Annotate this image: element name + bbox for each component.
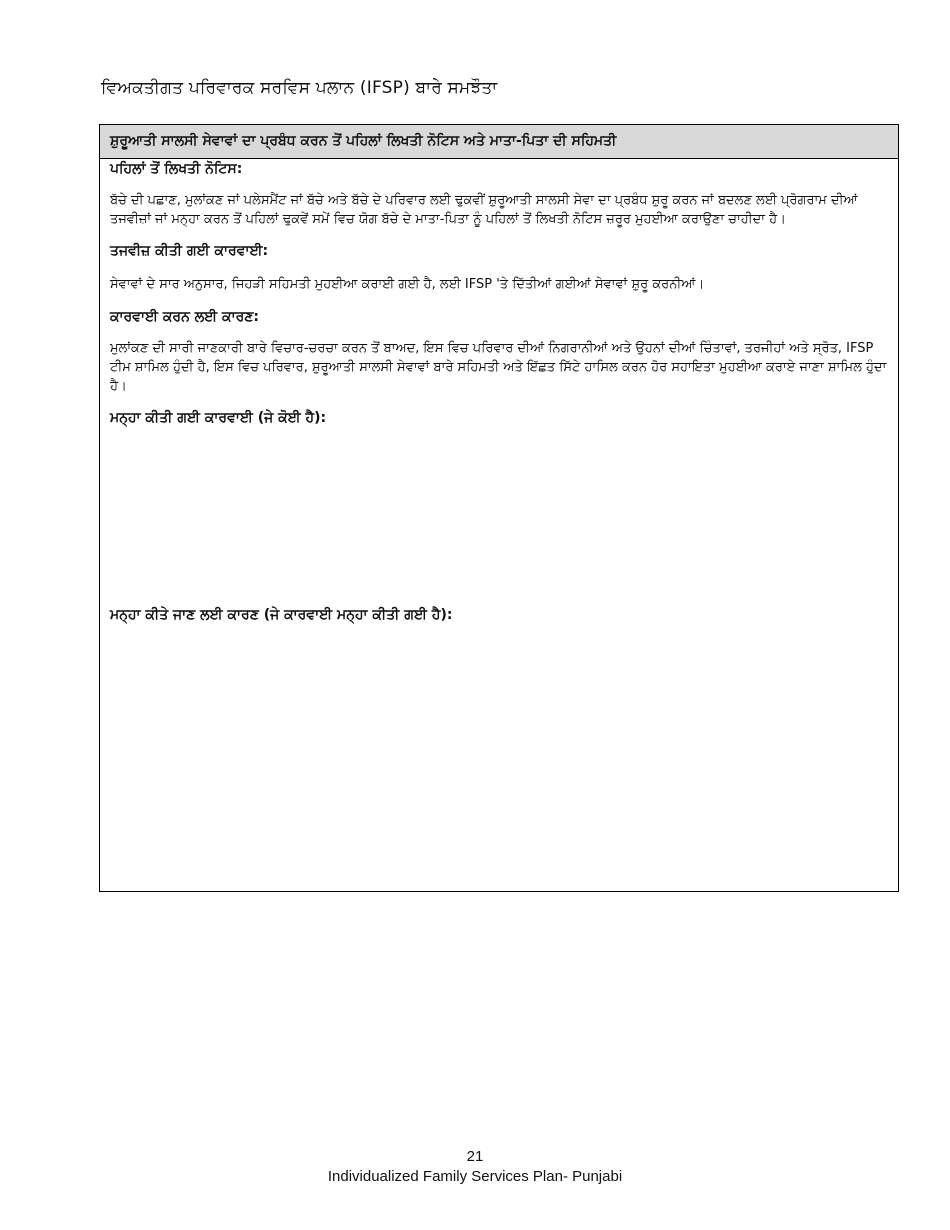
refusal-reason-blank-area: [110, 623, 888, 823]
prior-written-notice-heading: ਪਹਿਲਾਂ ਤੋਂ ਲਿਖਤੀ ਨੋਟਿਸ:: [110, 161, 243, 177]
consent-form-box: [99, 124, 899, 892]
prior-written-notice-text: ਬੱਚੇ ਦੀ ਪਛਾਣ, ਮੁਲਾਂਕਣ ਜਾਂ ਪਲੇਸਮੈਂਟ ਜਾਂ ਬੱਚੇ ਅਤੇ ਬੱਚੇ ਦੇ ਪਰਿਵਾਰ ਲਈ ਢੁਕਵੀਂ ਸ਼ੁਰੂਆਤੀ ਸਾਲਸੀ ਸੇਵਾ ਦਾ ਪ੍ਰਬੰਧ ਸ਼ੁਰੂ ਕਰਨ ਜਾਂ ਬਦਲਣ ਲਈ ਪ੍ਰੋਗਰਾਮ ਦੀਆਂ ਤਜਵੀਜ਼ਾਂ ਜਾਂ ਮਨ੍ਹਾ ਕਰਨ ਤੋਂ ਪਹਿਲਾਂ ਢੁਕਵੇਂ ਸਮੇਂ ਵਿਚ ਯੋਗ ਬੱਚੇ ਦੇ ਮਾਤਾ-ਪਿਤਾ ਨੂੰ ਪਹਿਲਾਂ ਤੋਂ ਲਿਖਤੀ ਨੋਟਿਸ ਜ਼ਰੂਰ ਮੁਹਈਆ ਕਰਾਉਣਾ ਚਾਹੀਦਾ ਹੈ।: [110, 193, 858, 227]
refused-action-heading: ਮਨ੍ਹਾ ਕੀਤੀ ਗਈ ਕਾਰਵਾਈ (ਜੇ ਕੋਈ ਹੈ):: [110, 410, 327, 426]
refusal-reason-heading: ਮਨ੍ਹਾ ਕੀਤੇ ਜਾਣ ਲਈ ਕਾਰਣ (ਜੇ ਕਾਰਵਾਈ ਮਨ੍ਹਾ ਕੀਤੀ ਗਈ ਹੈ):: [110, 607, 453, 623]
footer-title: Individualized Family Services Plan- Punjabi: [327, 1168, 623, 1185]
form-header: ਸ਼ੁਰੂਆਤੀ ਸਾਲਸੀ ਸੇਵਾਵਾਂ ਦਾ ਪ੍ਰਬੰਧ ਕਰਨ ਤੋਂ ਪਹਿਲਾਂ ਲਿਖਤੀ ਨੋਟਿਸ ਅਤੇ ਮਾਤਾ-ਪਿਤਾ ਦੀ ਸਹਿਮਤੀ: [100, 125, 898, 159]
action-reason-text: ਮੁਲਾਂਕਣ ਦੀ ਸਾਰੀ ਜਾਣਕਾਰੀ ਬਾਰੇ ਵਿਚਾਰ-ਚਰਚਾ ਕਰਨ ਤੋਂ ਬਾਅਦ, ਇਸ ਵਿਚ ਪਰਿਵਾਰ ਦੀਆਂ ਨਿਗਰਾਨੀਆਂ ਅਤੇ ਉਹਨਾਂ ਦੀਆਂ ਚਿੰਤਾਵਾਂ, ਤਰਜੀਹਾਂ ਅਤੇ ਸ੍ਰੋਤ, IFSP ਟੀਮ ਸ਼ਾਮਿਲ ਹੁੰਦੀ ਹੈ, ਇਸ ਵਿਚ ਪਰਿਵਾਰ, ਸ਼ੁਰੂਆਤੀ ਸਾਲਸੀ ਸੇਵਾਵਾਂ ਬਾਰੇ ਸਹਿਮਤੀ ਅਤੇ ਇੱਛਤ ਸਿੱਟੇ ਹਾਸਿਲ ਕਰਨ ਹੋਰ ਸਹਾਇਤਾ ਮੁਹਈਆ ਕਰਾਏ ਜਾਣਾ ਸ਼ਾਮਿਲ ਹੁੰਦਾ ਹੈ।: [110, 341, 887, 394]
document-title: ਵਿਅਕਤੀਗਤ ਪਰਿਵਾਰਕ ਸਰਵਿਸ ਪਲਾਨ (IFSP) ਬਾਰੇ ਸਮਝੌਤਾ: [101, 78, 498, 98]
refused-action-blank-area: [110, 426, 888, 607]
proposed-action-text: ਸੇਵਾਵਾਂ ਦੇ ਸਾਰ ਅਨੁਸਾਰ, ਜਿਹੜੀ ਸਹਿਮਤੀ ਮੁਹਈਆ ਕਰਾਈ ਗਈ ਹੈ, ਲਈ IFSP 'ਤੇ ਦਿੱਤੀਆਂ ਗਈਆਂ ਸੇਵਾਵਾਂ ਸ਼ੁਰੂ ਕਰਨੀਆਂ।: [110, 277, 705, 292]
action-reason-heading: ਕਾਰਵਾਈ ਕਰਨ ਲਈ ਕਾਰਣ:: [110, 309, 259, 325]
page-number: 21: [466, 1148, 484, 1165]
proposed-action-heading: ਤਜਵੀਜ਼ ਕੀਤੀ ਗਈ ਕਾਰਵਾਈ:: [110, 243, 269, 259]
form-body: [100, 159, 898, 823]
